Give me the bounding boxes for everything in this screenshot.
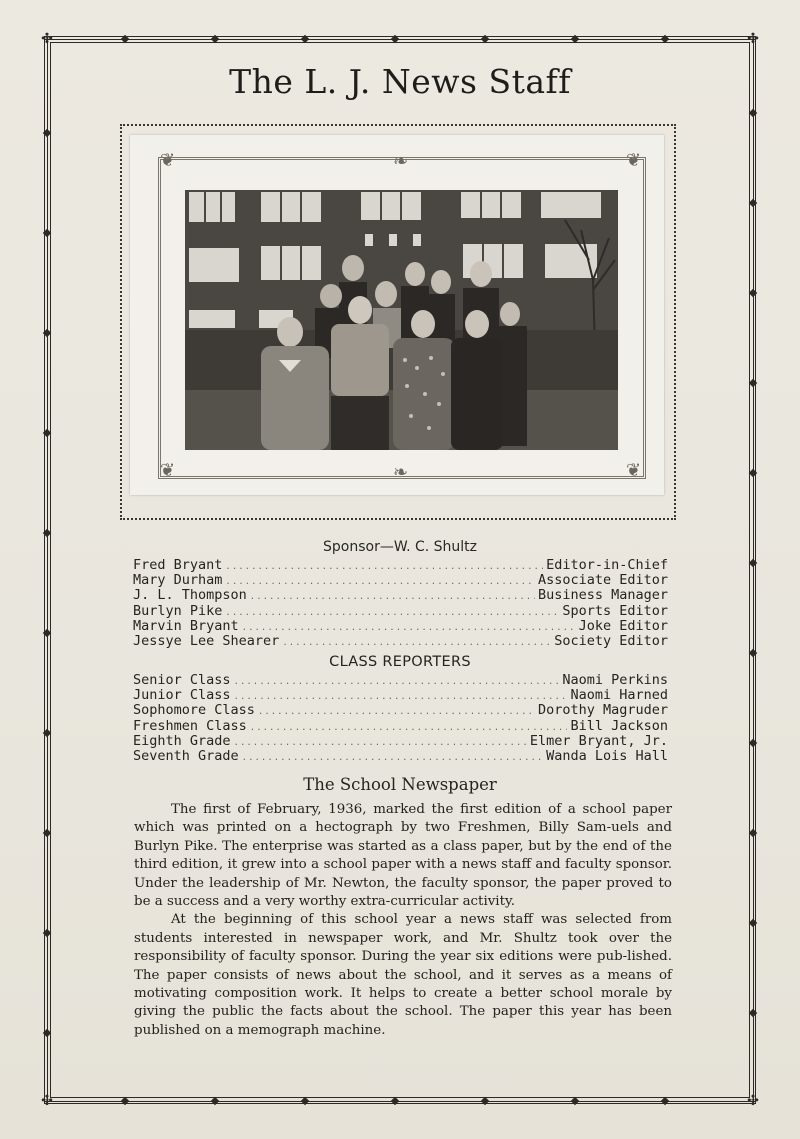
reporter-row <box>133 703 668 718</box>
staff-role: Business Manager <box>537 587 668 604</box>
reporter-name: Wanda Lois Hall <box>546 747 668 764</box>
reporter-row <box>133 749 668 764</box>
reporter-name: Bill Jackson <box>570 717 668 734</box>
reporter-row <box>133 688 668 703</box>
staff-name: Jessye Lee Shearer <box>133 632 280 649</box>
staff-row <box>133 634 668 649</box>
staff-role: Associate Editor <box>537 572 668 589</box>
article-paragraph: At the beginning of this school year a news staff was selected from students interested in newspaper work, and Mr. Shultz took over the responsibility of faculty sponsor. During the year six editions were pub-lished. The paper consists of news about the school, and it serves as a means of motivating composition work. It helps to create a better school morale by giving the public the facts about the school. The paper this year has been published on a memograph machine. <box>134 912 672 1038</box>
corner-scroll-icon: ❦ <box>160 460 176 481</box>
staff-row <box>133 604 668 619</box>
article-title: The School Newspaper <box>303 775 497 794</box>
reporter-class: Junior Class <box>133 687 231 704</box>
reporter-row <box>133 673 668 688</box>
corner-scroll-icon: ❦ <box>626 460 642 481</box>
reporter-name: Naomi Perkins <box>562 672 668 688</box>
staff-role: Editor-in-Chief <box>546 557 668 573</box>
staff-name: Burlyn Pike <box>133 602 223 619</box>
reporter-class: Eighth Grade <box>133 732 231 749</box>
staff-row <box>133 573 668 588</box>
corner-scroll-icon: ❦ <box>160 150 176 171</box>
reporter-row <box>133 719 668 734</box>
article-paragraph: The first of February, 1936, marked the first edition of a school paper which was printed on a hectograph by two Freshmen, Billy Sam-uels and Burlyn Pike. The enterprise was started as a class paper, but by the end of the third edition, it grew into a school paper with a news staff and faculty sponsor. Under the leadership of Mr. Newton, the faculty sponsor, the paper proved to be a success and a very worthy extra-curricular activity. <box>134 802 672 910</box>
reporter-class: Senior Class <box>133 672 231 688</box>
corner-ornament-icon: ✣ <box>41 1093 53 1109</box>
article-body <box>134 801 672 1040</box>
staff-role: Sports Editor <box>562 602 668 619</box>
reporter-class: Sophomore Class <box>133 702 255 719</box>
corner-ornament-icon: ✣ <box>747 1093 759 1109</box>
staff-row <box>133 619 668 634</box>
top-scroll-icon: ❧ <box>393 151 409 172</box>
staff-row <box>133 588 668 603</box>
staff-role: Joke Editor <box>578 617 668 634</box>
class-reporters-heading: CLASS REPORTERS <box>329 654 471 670</box>
staff-name: Fred Bryant <box>133 557 223 573</box>
reporter-class: Freshmen Class <box>133 717 247 734</box>
reporter-row <box>133 734 668 749</box>
staff-name: J. L. Thompson <box>133 587 247 604</box>
staff-name: Marvin Bryant <box>133 617 239 634</box>
reporter-name: Elmer Bryant, Jr. <box>529 732 668 749</box>
reporter-class: Seventh Grade <box>133 747 239 764</box>
staff-role: Society Editor <box>554 632 668 649</box>
page-title: The L. J. News Staff <box>229 62 571 101</box>
corner-ornament-icon: ✣ <box>41 31 53 47</box>
staff-list <box>133 558 668 649</box>
reporter-name: Naomi Harned <box>570 687 668 704</box>
corner-scroll-icon: ❦ <box>626 150 642 171</box>
staff-name: Mary Durham <box>133 572 223 589</box>
reporter-name: Dorothy Magruder <box>537 702 668 719</box>
staff-row <box>133 558 668 573</box>
staff-group-photo <box>185 190 618 450</box>
sponsor-line: Sponsor—W. C. Shultz <box>323 539 477 555</box>
corner-ornament-icon: ✣ <box>747 31 759 47</box>
bottom-scroll-icon: ❧ <box>393 462 409 483</box>
reporters-list <box>133 673 668 764</box>
